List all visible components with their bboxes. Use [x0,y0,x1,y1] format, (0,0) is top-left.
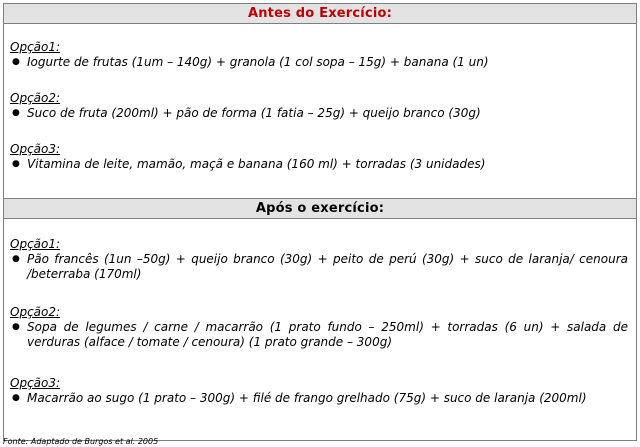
option-block [10,142,628,172]
option-text: Sopa de legumes / carne / macarrão (1 prato fundo – 250ml) + torradas (6 un) + salada de verduras (alface / tomate / cenoura) (1 prato grande – 300g) [27,320,628,349]
bullet-icon: ● [12,254,20,264]
bullet-icon: ● [12,322,20,332]
bullet-icon: ● [12,108,20,118]
option-title: Opção1: [10,237,61,251]
list-item [10,106,628,121]
option-title: Opção3: [10,142,61,156]
bullet-icon: ● [12,57,20,67]
option-title: Opção3: [10,376,61,390]
section-header-before-exercise: Antes do Exercício: [4,4,636,24]
list-item [10,391,628,406]
option-title: Opção2: [10,91,61,105]
option-text: Vitamina de leite, mamão, maçã e banana (160 ml) + torradas (3 unidades) [27,157,486,171]
option-text: Macarrão ao sugo (1 prato – 300g) + filé de frango grelhado (75g) + suco de laranja (200ml) [27,391,587,405]
list-item [10,252,628,282]
source-note: Fonte: Adaptado de Burgos et al. 2005 [3,437,159,446]
option-text: Suco de fruta (200ml) + pão de forma (1 fatia – 25g) + queijo branco (30g) [27,106,481,120]
bullet-icon: ● [12,393,20,403]
option-title: Opção1: [10,40,61,54]
option-title: Opção2: [10,305,61,319]
option-block [10,237,628,282]
list-item [10,157,628,172]
meal-options-table [3,3,637,441]
option-block [10,305,628,350]
section-header-after-exercise: Após o exercício: [4,198,636,219]
option-text: Pão francês (1un –50g) + queijo branco (30g) + peito de perú (30g) + suco de laranja/ cenoura /beterraba (170ml) [27,252,628,281]
section-body-before-exercise [4,24,636,198]
section-body-after-exercise [4,219,636,440]
option-text: Iogurte de frutas (1um – 140g) + granola (1 col sopa – 15g) + banana (1 un) [27,55,489,69]
list-item [10,55,628,70]
option-block [10,40,628,70]
bullet-icon: ● [12,159,20,169]
option-block [10,376,628,406]
list-item [10,320,628,350]
option-block [10,91,628,121]
